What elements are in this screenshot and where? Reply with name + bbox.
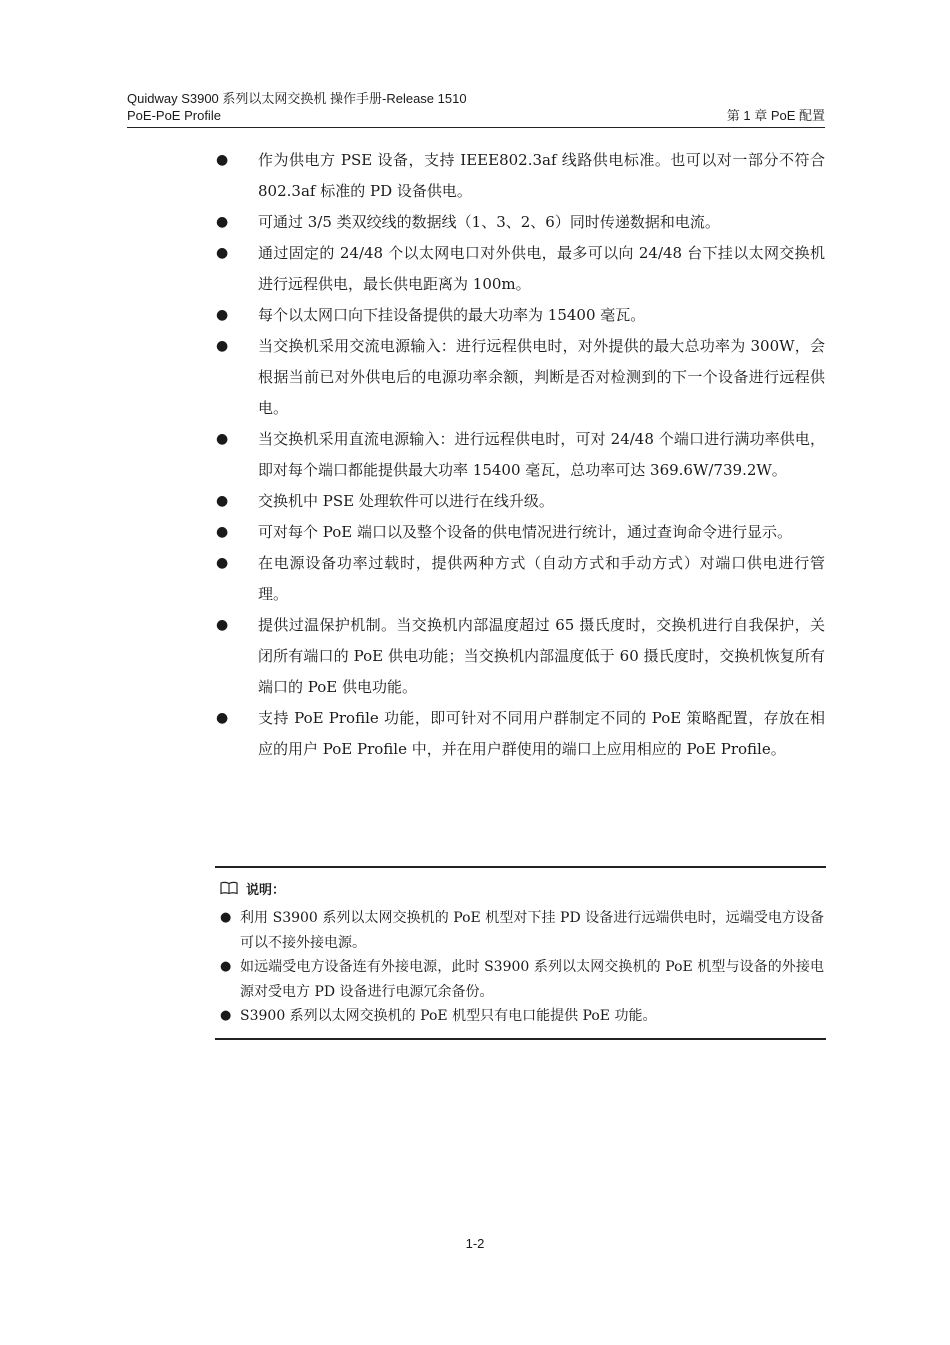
list-item: [216, 331, 825, 424]
feature-text: 支持 PoE Profile 功能，即可针对不同用户群制定不同的 PoE 策略配置，存放在相应的用户 PoE Profile 中，并在用户群使用的端口上应用相应的 PoE Profile。: [258, 709, 825, 758]
note-title: 说明：: [246, 881, 286, 897]
bullet-icon: ●: [216, 307, 229, 323]
note-header: [220, 878, 285, 898]
list-item: [220, 955, 824, 1004]
list-item: [216, 238, 825, 300]
feature-text: 交换机中 PSE 处理软件可以进行在线升级。: [258, 492, 554, 510]
feature-text: 可通过 3/5 类双绞线的数据线（1、3、2、6）同时传递数据和电流。: [258, 213, 720, 231]
list-item: [220, 906, 824, 955]
book-icon: [220, 881, 238, 895]
list-item: [216, 517, 825, 548]
bullet-icon: ●: [216, 338, 229, 354]
chapter-title: 第 1 章 PoE 配置: [726, 108, 825, 123]
note-list: [220, 906, 824, 1029]
bullet-icon: ●: [216, 245, 229, 261]
list-item: [216, 610, 825, 703]
note-box: [215, 866, 826, 1040]
bullet-icon: ●: [216, 710, 229, 726]
bullet-icon: ●: [220, 910, 232, 925]
bullet-icon: ●: [216, 617, 229, 633]
feature-text: 当交换机采用交流电源输入：进行远程供电时，对外提供的最大总功率为 300W，会根据当前已对外供电后的电源功率余额，判断是否对检测到的下一个设备进行远程供电。: [258, 337, 825, 417]
bullet-icon: ●: [220, 1008, 232, 1023]
note-text: S3900 系列以太网交换机的 PoE 机型只有电口能提供 PoE 功能。: [240, 1008, 657, 1024]
note-text: 利用 S3900 系列以太网交换机的 PoE 机型对下挂 PD 设备进行远端供电时，远端受电方设备可以不接外接电源。: [240, 910, 824, 951]
list-item: [216, 486, 825, 517]
note-text: 如远端受电方设备连有外接电源，此时 S3900 系列以太网交换机的 PoE 机型与设备的外接电源对受电方 PD 设备进行电源冗余备份。: [240, 959, 824, 1000]
bullet-icon: ●: [216, 431, 229, 447]
bullet-icon: ●: [216, 214, 229, 230]
bullet-icon: ●: [216, 493, 229, 509]
feature-text: 作为供电方 PSE 设备，支持 IEEE802.3af 线路供电标准。也可以对一部分不符合 802.3af 标准的 PD 设备供电。: [258, 151, 825, 200]
bullet-icon: ●: [216, 524, 229, 540]
feature-text: 提供过温保护机制。当交换机内部温度超过 65 摄氏度时，交换机进行自我保护，关闭所有端口的 PoE 供电功能；当交换机内部温度低于 60 摄氏度时，交换机恢复所有端口的 PoE 供电功能。: [258, 616, 825, 696]
list-item: [216, 145, 825, 207]
bullet-icon: ●: [216, 555, 229, 571]
list-item: [216, 300, 825, 331]
feature-text: 每个以太网口向下挂设备提供的最大功率为 15400 毫瓦。: [258, 306, 646, 324]
section-title: PoE-PoE Profile: [127, 108, 221, 123]
bullet-icon: ●: [220, 959, 232, 974]
list-item: [220, 1004, 824, 1029]
feature-list: [216, 145, 825, 765]
page-header: [127, 89, 825, 128]
feature-text: 在电源设备功率过载时，提供两种方式（自动方式和手动方式）对端口供电进行管理。: [258, 554, 825, 603]
feature-text: 可对每个 PoE 端口以及整个设备的供电情况进行统计，通过查询命令进行显示。: [258, 523, 793, 541]
manual-title: Quidway S3900 系列以太网交换机 操作手册-Release 1510: [127, 91, 467, 106]
feature-text: 当交换机采用直流电源输入：进行远程供电时，可对 24/48 个端口进行满功率供电，即对每个端口都能提供最大功率 15400 毫瓦，总功率可达 369.6W/739.2W。: [258, 430, 825, 479]
list-item: [216, 703, 825, 765]
list-item: [216, 424, 825, 486]
feature-text: 通过固定的 24/48 个以太网电口对外供电，最多可以向 24/48 台下挂以太网交换机进行远程供电，最长供电距离为 100m。: [258, 244, 825, 293]
bullet-icon: ●: [216, 152, 229, 168]
list-item: [216, 207, 825, 238]
list-item: [216, 548, 825, 610]
page-number: 1-2: [465, 1236, 485, 1251]
